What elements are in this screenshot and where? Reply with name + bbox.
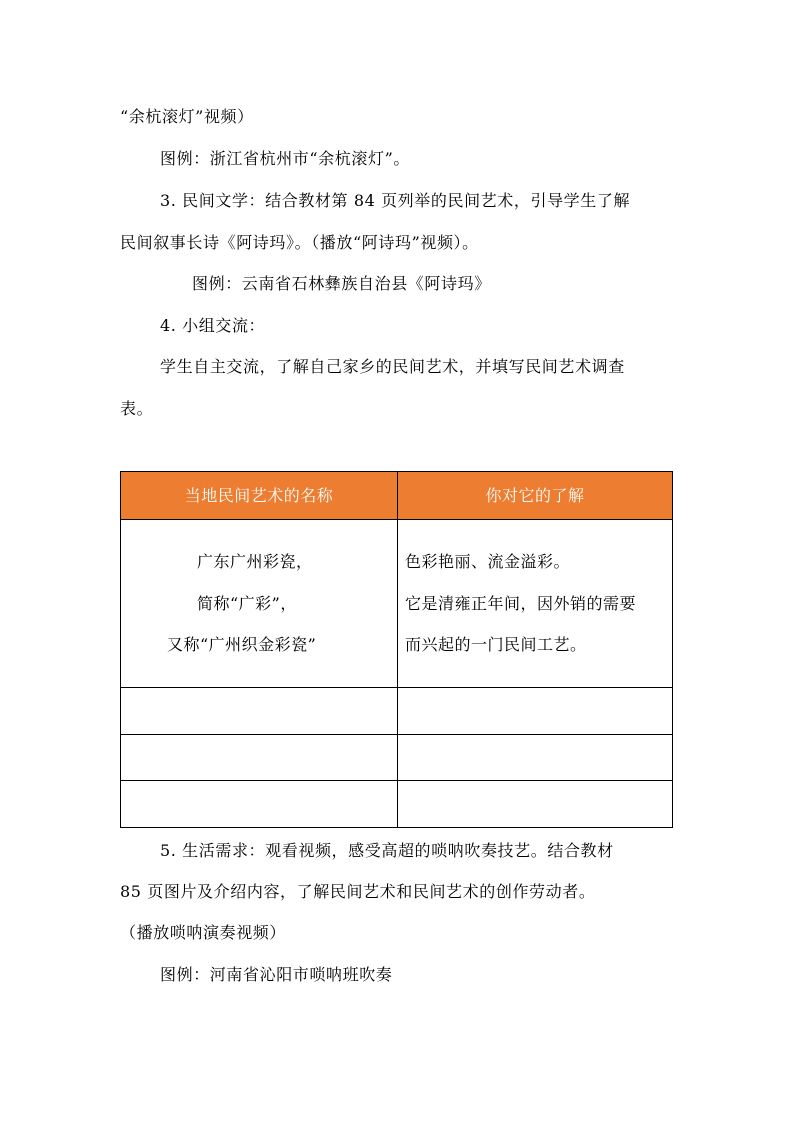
paragraph-folk-literature-line2: 民间叙事长诗《阿诗玛》。（播放“阿诗玛”视频）。 bbox=[120, 233, 479, 252]
table-column-divider bbox=[397, 472, 398, 827]
table-cell-desc-line2: 它是清雍正年间，因外销的需要 bbox=[405, 594, 637, 613]
table-cell-desc-line1: 色彩艳丽、流金溢彩。 bbox=[405, 552, 571, 571]
heading-group-exchange: 4. 小组交流： bbox=[160, 316, 266, 335]
folk-art-survey-table bbox=[120, 471, 673, 828]
caption-suona-band: 图例：河南省沁阳市唢呐班吹奏 bbox=[160, 965, 393, 984]
paragraph-video-note: “余杭滚灯”视频） bbox=[120, 107, 254, 126]
table-row-divider bbox=[121, 687, 672, 688]
paragraph-folk-literature-line1: 3. 民间文学：结合教材第 84 页列举的民间艺术，引导学生了解 bbox=[160, 191, 631, 210]
table-cell-name-line2: 简称“广彩”， bbox=[197, 594, 297, 613]
paragraph-suona-video-note: （播放唢呐演奏视频） bbox=[120, 923, 287, 942]
table-header-understanding: 你对它的了解 bbox=[485, 486, 585, 505]
table-header-name: 当地民间艺术的名称 bbox=[184, 486, 334, 505]
table-cell-name-line1: 广东广州彩瓷， bbox=[197, 552, 313, 571]
table-row-divider bbox=[121, 734, 672, 735]
table-cell-desc-line3: 而兴起的一门民间工艺。 bbox=[405, 635, 587, 654]
paragraph-group-exchange-line2: 表。 bbox=[120, 399, 154, 418]
caption-ashima: 图例：云南省石林彝族自治县《阿诗玛》 bbox=[192, 274, 491, 293]
caption-yuhang-lantern: 图例：浙江省杭州市“余杭滚灯”。 bbox=[160, 149, 410, 168]
table-row-divider bbox=[121, 780, 672, 781]
paragraph-life-needs-line2: 85 页图片及介绍内容，了解民间艺术和民间艺术的创作劳动者。 bbox=[120, 882, 596, 901]
paragraph-group-exchange-line1: 学生自主交流，了解自己家乡的民间艺术，并填写民间艺术调查 bbox=[160, 357, 625, 376]
paragraph-life-needs-line1: 5. 生活需求：观看视频，感受高超的唢呐吹奏技艺。结合教材 bbox=[160, 841, 614, 860]
table-cell-name-line3: 又称“广州织金彩瓷” bbox=[167, 635, 317, 654]
